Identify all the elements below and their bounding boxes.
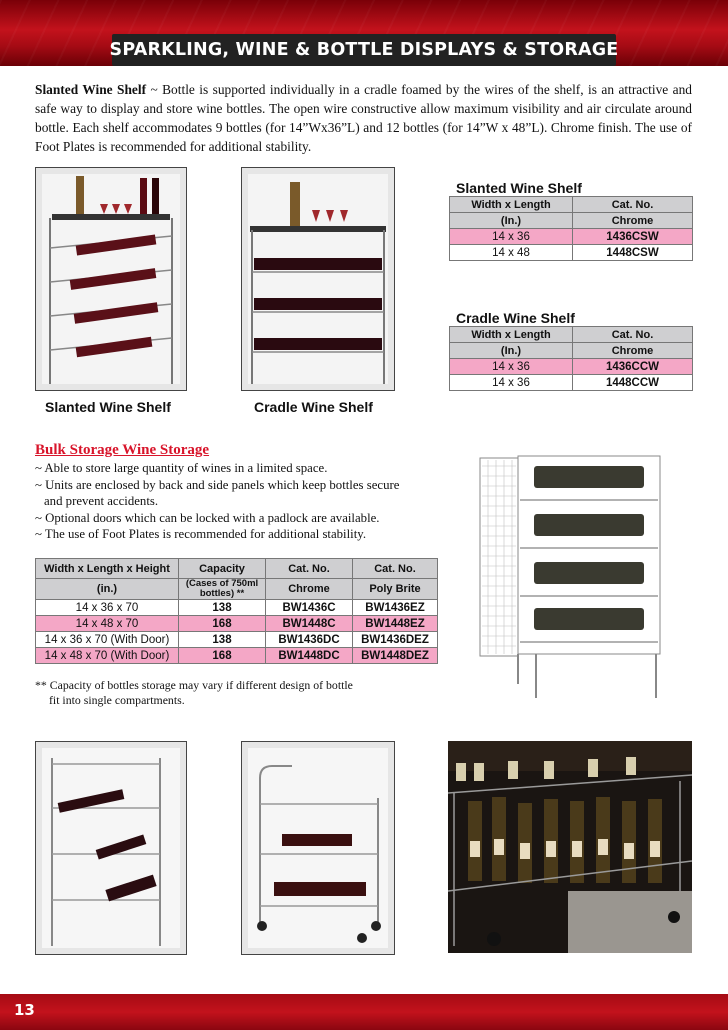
intro-lead: Slanted Wine Shelf: [35, 82, 147, 97]
poly-cat-cell: BW1436EZ: [353, 600, 438, 616]
poly-cat-cell: BW1448EZ: [353, 616, 438, 632]
capacity-cell: 138: [179, 632, 266, 648]
table-row: [450, 375, 693, 391]
intro-paragraph: [35, 80, 692, 156]
col-header-finish: Chrome: [573, 343, 693, 359]
cradle-wine-shelf-photo: [241, 167, 395, 391]
col-header-cat-chrome: Cat. No.: [266, 559, 353, 579]
chrome-cat-cell: BW1448C: [266, 616, 353, 632]
list-item: and prevent accidents.: [44, 494, 159, 508]
col-header-poly-brite: Poly Brite: [353, 579, 438, 600]
col-header-cat: Cat. No.: [573, 327, 693, 343]
bulk-storage-title: Bulk Storage Wine Storage: [35, 442, 210, 458]
col-header-size: Width x Length: [450, 197, 573, 213]
col-header-finish: Chrome: [573, 213, 693, 229]
footnote-line: ** Capacity of bottles storage may vary if different design of bottle: [35, 678, 353, 692]
list-item: ~ The use of Foot Plates is recommended for additional stability.: [35, 527, 367, 541]
table-row: [36, 632, 438, 648]
size-cell: 14 x 48: [450, 245, 573, 261]
col-header-size-unit: (In.): [450, 343, 573, 359]
footnote-line: fit into single compartments.: [49, 693, 185, 707]
col-header-size: Width x Length x Height: [36, 559, 179, 579]
col-header-size-unit: (in.): [36, 579, 179, 600]
col-header-chrome: Chrome: [266, 579, 353, 600]
table-row: [36, 600, 438, 616]
intro-body: ~ Bottle is supported individually in a cradle foamed by the wires of the shelf, is an attractive and safe way to display and store wine bottles. The open wire constructive allow maximum visibility and air circulate around bottle. Each shelf accommodates 9 bottles (for 14”Wx36”L) and 12 bottles (for 14”W x 48”L). Chrome finish. The use of Foot Plates is recommended for additional stability.: [35, 82, 693, 154]
col-header-cat-poly: Cat. No.: [353, 559, 438, 579]
col-header-cat: Cat. No.: [573, 197, 693, 213]
size-cell: 14 x 36 x 70: [36, 600, 179, 616]
cat-cell: 1448CCW: [573, 375, 693, 391]
bulk-feature-list: [35, 460, 435, 543]
cradle-spec-table: [449, 326, 693, 391]
col-header-capacity: Capacity: [179, 559, 266, 579]
table-row: [450, 245, 693, 261]
capacity-footnote: [35, 678, 455, 708]
poly-cat-cell: BW1436DEZ: [353, 632, 438, 648]
page-number: 13: [14, 1001, 35, 1019]
capacity-cell: 168: [179, 616, 266, 632]
col-header-capacity-unit: (Cases of 750ml bottles) **: [179, 579, 266, 600]
list-item: ~ Optional doors which can be locked with a padlock are available.: [35, 510, 380, 525]
chrome-cat-cell: BW1448DC: [266, 648, 353, 664]
bulk-storage-cabinet-photo: [478, 452, 662, 700]
size-cell: 14 x 36: [450, 375, 573, 391]
slanted-wine-shelf-photo: [35, 167, 187, 391]
slanted-table-title: Slanted Wine Shelf: [456, 180, 582, 196]
wire-shelving-wine-rack-photo: [35, 741, 187, 955]
page-title: SPARKLING, WINE & BOTTLE DISPLAYS & STORAGE: [109, 40, 619, 60]
slanted-spec-table: [449, 196, 693, 261]
footer-band: [0, 994, 728, 1030]
cat-cell: 1436CSW: [573, 229, 693, 245]
col-header-size-unit: (In.): [450, 213, 573, 229]
cat-cell: 1448CSW: [573, 245, 693, 261]
cradle-table-title: Cradle Wine Shelf: [456, 310, 575, 326]
bulk-spec-table: [35, 558, 438, 664]
cradle-wine-shelf-caption: Cradle Wine Shelf: [254, 399, 373, 415]
size-cell: 14 x 36: [450, 229, 573, 245]
capacity-cell: 138: [179, 600, 266, 616]
capacity-cell: 168: [179, 648, 266, 664]
page-title-bar: [109, 34, 619, 66]
chrome-cat-cell: BW1436C: [266, 600, 353, 616]
slanted-wine-shelf-caption: Slanted Wine Shelf: [45, 399, 171, 415]
table-row: [450, 229, 693, 245]
size-cell: 14 x 36 x 70 (With Door): [36, 632, 179, 648]
cat-cell: 1436CCW: [573, 359, 693, 375]
table-row: [450, 359, 693, 375]
wine-display-rack-photo: [448, 741, 692, 953]
wine-service-cart-photo: [241, 741, 395, 955]
chrome-cat-cell: BW1436DC: [266, 632, 353, 648]
table-row: [36, 616, 438, 632]
list-item: ~ Units are enclosed by back and side panels which keep bottles secure: [35, 477, 400, 492]
table-row: [36, 648, 438, 664]
size-cell: 14 x 48 x 70: [36, 616, 179, 632]
list-item: ~ Able to store large quantity of wines in a limited space.: [35, 461, 328, 475]
col-header-size: Width x Length: [450, 327, 573, 343]
size-cell: 14 x 36: [450, 359, 573, 375]
size-cell: 14 x 48 x 70 (With Door): [36, 648, 179, 664]
poly-cat-cell: BW1448DEZ: [353, 648, 438, 664]
